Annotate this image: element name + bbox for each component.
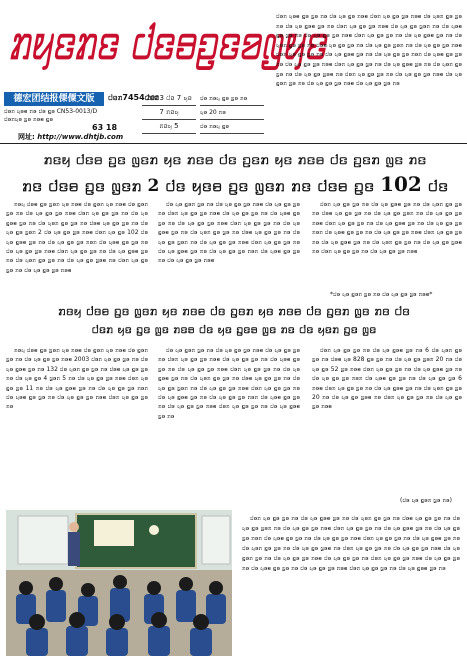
- paragraph: ꤊꤢꤟ ꤓꤢꤋ ꤑꤢ ꤜꤢꤊ ꤟꤢ ꤊꤢꤋ ꤓꤢ ꤑꤢꤊ ꤟꤢ ꤊꤢꤋ ꤓꤢ ꤑꤢꤊ ꤜꤢ ꤊꤢ ꤓꤢ ꤟꤢ ꤑꤢ ꤜꤢ ꤊꤢꤋ 2003 ꤓꤢꤊ ꤟꤢ ꤑꤢ ꤜꤢ ꤊꤢ ꤓꤢ ꤟꤢ ꤑꤢꤋ ꤜꤢ ꤊꤢ 132 ꤓꤢ ꤟꤢꤊ ꤑꤢ ꤜꤢ ꤊꤢ ꤓꤢꤋ ꤟꤢ ꤑꤢ ꤜꤢ ꤊꤢ ꤓꤢ ꤟꤢ ꤑꤢ 4 ꤜꤢꤊ 5 ꤊꤢ ꤓꤢ ꤟꤢ ꤑꤢ ꤜꤢ ꤊꤢꤋ ꤓꤢꤊ ꤟꤢ ꤑꤢ ꤜꤢ 11 ꤊꤢ ꤓꤢ ꤟꤢ ꤑꤢꤋ ꤜꤢ ꤊꤢ ꤓꤢ ꤟꤢ ꤑꤢ ꤜꤢ ꤊꤢꤊ ꤓꤢ ꤟꤢꤋ ꤑꤢ ꤜꤢ ꤊꤢ ꤓꤢ ꤟꤢ ꤑꤢ ꤜꤢ ꤊꤢꤋ ꤓꤢꤊ ꤟꤢ ꤑꤢ ꤜꤢ ꤊꤢ: [6, 347, 148, 411]
- classroom-photo-illustration: [6, 510, 232, 656]
- top-right-article: ꤓꤢꤊ ꤟꤢꤋ ꤑꤢ ꤜꤢ ꤊꤢ ꤓꤢ ꤟꤢ ꤑꤢ ꤊꤢꤋ ꤓꤢꤊ ꤟꤢ ꤑꤢ ꤜꤢ ꤊꤢꤋ ꤓꤢ ꤟꤢꤊ ꤑꤢ ꤜꤢ ꤊꤢ ꤓꤢ ꤟꤢ ꤑꤢꤋ ꤜꤢ ꤊꤢ ꤓꤢꤊ ꤟꤢ ꤑꤢ ꤜꤢ ꤊꤢꤋ ꤓꤢ ꤟꤢ ꤑꤢ ꤜꤢꤊ ꤊꤢ ꤓꤢ ꤟꤢꤋ ꤑꤢ ꤜꤢ ꤊꤢ ꤓꤢ ꤟꤢ ꤑꤢ ꤜꤢ ꤊꤢꤋ ꤓꤢꤊ ꤟꤢ ꤑꤢ ꤜꤢ ꤊꤢ ꤓꤢ ꤟꤢ ꤑꤢꤋ ꤜꤢ ꤊꤢ ꤓꤢ ꤟꤢꤊ ꤑꤢ ꤜꤢ ꤊꤢ ꤓꤢꤋ ꤟꤢ ꤑꤢ ꤜꤢ ꤊꤢ ꤓꤢ ꤟꤢ ꤑꤢ ꤜꤢꤊ ꤊꤢ ꤓꤢ ꤟꤢ ꤑꤢ ꤜꤢ ꤊꤢꤋ ꤓꤢꤊ ꤟꤢ ꤑꤢ ꤜꤢ ꤊꤢ ꤓꤢ ꤟꤢ ꤑꤢꤋ ꤜꤢ ꤊꤢ ꤓꤢ ꤟꤢ ꤑꤢ ꤜꤢ ꤊꤢꤊ ꤓꤢ ꤟꤢꤋ ꤑꤢ ꤜꤢ ꤊꤢ ꤓꤢ ꤟꤢ ꤑꤢ ꤜꤢ ꤊꤢꤋ ꤓꤢꤊ ꤟꤢ ꤑꤢ ꤜꤢ ꤊꤢ ꤓꤢ ꤟꤢ ꤑꤢꤋ ꤜꤢ ꤊꤢ ꤓꤢ ꤟꤢꤊ ꤑꤢ ꤜꤢ ꤊꤢ ꤓꤢ ꤟꤢ ꤑꤢ ꤜꤢꤋ ꤊꤢ ꤓꤢꤊ ꤟꤢ ꤑꤢ ꤜꤢ ꤊꤢ ꤓꤢ ꤟꤢ ꤑꤢ ꤜꤢ ꤊꤢꤋ ꤓꤢ ꤟꤢ ꤑꤢꤊ ꤜꤢ ꤊꤢ ꤓꤢ ꤟꤢ ꤑꤢ ꤜꤢ ꤊꤢꤋ ꤓꤢ ꤟꤢ ꤑꤢ ꤜꤢ ꤊꤢ: [276, 13, 462, 88]
- paragraph: ꤊꤢꤟ ꤓꤢꤋ ꤑꤢ ꤜꤢꤊ ꤟꤢ ꤊꤢꤋ ꤓꤢ ꤑꤢꤊ ꤟꤢ ꤊꤢꤋ ꤓꤢ ꤑꤢꤊ ꤜꤢ ꤊꤢ ꤓꤢ ꤟꤢ ꤑꤢ ꤜꤢ ꤊꤢꤋ ꤓꤢꤊ ꤟꤢ ꤑꤢ ꤜꤢ ꤊꤢ ꤓꤢ ꤟꤢ ꤑꤢꤋ ꤜꤢ ꤊꤢ ꤓꤢ ꤟꤢꤊ ꤑꤢ ꤜꤢ ꤊꤢ ꤓꤢꤋ ꤟꤢ ꤑꤢ ꤜꤢ ꤊꤢ ꤓꤢ ꤟꤢ ꤑꤢ ꤜꤢꤊ 2 ꤓꤢ ꤟꤢ ꤑꤢ ꤜꤢ ꤊꤢꤋ ꤓꤢꤊ ꤟꤢ ꤑꤢ 102 ꤓꤢ ꤟꤢ ꤑꤢꤋ ꤜꤢ ꤊꤢ ꤓꤢ ꤟꤢ ꤑꤢ ꤜꤢ ꤊꤢꤊ ꤓꤢ ꤟꤢꤋ ꤑꤢ ꤜꤢ ꤊꤢ ꤓꤢ ꤟꤢ ꤑꤢ ꤜꤢ ꤊꤢꤋ ꤓꤢꤊ ꤟꤢ ꤑꤢ ꤜꤢ ꤊꤢ ꤓꤢ ꤟꤢ ꤑꤢꤋ ꤜꤢ ꤊꤢ ꤓꤢ ꤟꤢꤊ ꤑꤢ ꤜꤢ ꤊꤢ ꤓꤢ ꤟꤢ ꤑꤢ ꤜꤢꤋ ꤊꤢ ꤓꤢꤊ ꤟꤢ ꤑꤢ ꤜꤢ ꤊꤢ ꤓꤢ ꤟꤢ ꤑꤢ ꤜꤢ ꤊꤢꤋ: [6, 201, 148, 274]
- paragraph: ꤓꤢ ꤟꤢ ꤑꤢꤊ ꤜꤢ ꤊꤢ ꤓꤢ ꤟꤢ ꤑꤢ ꤜꤢ ꤊꤢꤋ ꤓꤢ ꤟꤢ ꤑꤢ ꤜꤢ ꤊꤢ ꤓꤢꤊ ꤟꤢ ꤑꤢ ꤜꤢ ꤊꤢꤋ ꤓꤢ ꤟꤢ ꤑꤢ ꤜꤢ ꤊꤢ ꤓꤢ ꤟꤢꤋ ꤑꤢ ꤜꤢ ꤊꤢ ꤓꤢ ꤟꤢ ꤑꤢ ꤜꤢ ꤊꤢꤋ ꤓꤢꤊ ꤟꤢ ꤑꤢ ꤜꤢ ꤊꤢ ꤓꤢ ꤟꤢ ꤑꤢꤋ ꤜꤢ ꤊꤢ ꤓꤢ ꤟꤢꤊ ꤑꤢ ꤜꤢ ꤊꤢ ꤓꤢꤋ ꤟꤢ ꤑꤢ ꤜꤢ ꤊꤢ ꤓꤢ ꤟꤢ ꤑꤢ ꤜꤢꤊ ꤊꤢ ꤓꤢ ꤟꤢ ꤑꤢ ꤜꤢ ꤊꤢꤋ ꤓꤢꤊ ꤟꤢ ꤑꤢ ꤜꤢ ꤊꤢ ꤓꤢ ꤟꤢ ꤑꤢꤋ ꤜꤢ ꤊꤢ ꤓꤢ ꤟꤢ ꤑꤢ ꤜꤢ ꤊꤢꤊ ꤓꤢ ꤟꤢꤋ ꤑꤢ ꤜꤢ ꤊꤢ ꤓꤢ ꤟꤢ ꤑꤢ ꤜꤢ ꤊꤢꤋ: [158, 201, 300, 265]
- article-column-4: [6, 346, 148, 504]
- date-month: 7 ꤊꤢꤟ: [142, 106, 196, 120]
- paragraph: ꤓꤢꤊ ꤟꤢ ꤑꤢ ꤜꤢ ꤊꤢ ꤓꤢ ꤟꤢ ꤑꤢꤋ ꤜꤢ ꤊꤢ 6 ꤓꤢ ꤟꤢꤊ ꤑꤢ ꤜꤢ ꤊꤢ ꤓꤢꤋ ꤟꤢ 828 ꤑꤢ ꤜꤢ ꤊꤢ ꤓꤢ ꤟꤢ ꤑꤢ ꤜꤢꤊ 20 ꤊꤢ ꤓꤢ ꤟꤢ ꤑꤢ 52 ꤜꤢ ꤊꤢꤋ ꤓꤢꤊ ꤟꤢ ꤑꤢ ꤜꤢ ꤊꤢ ꤓꤢ ꤟꤢ ꤑꤢꤋ ꤜꤢ ꤊꤢ ꤓꤢ ꤟꤢ ꤑꤢ ꤜꤢ ꤊꤢꤊ ꤓꤢ ꤟꤢꤋ ꤑꤢ ꤜꤢ ꤊꤢ ꤓꤢ ꤟꤢ ꤑꤢ ꤜꤢ 6 ꤊꤢꤋ ꤓꤢꤊ ꤟꤢ ꤑꤢ ꤜꤢ ꤊꤢ ꤓꤢ ꤟꤢ ꤑꤢꤋ ꤜꤢ ꤊꤢ ꤓꤢ ꤟꤢꤊ ꤑꤢ ꤜꤢ 20 ꤊꤢ ꤓꤢ ꤟꤢ ꤑꤢ ꤜꤢꤋ ꤊꤢ ꤓꤢꤊ ꤟꤢ ꤑꤢ ꤜꤢ ꤊꤢ ꤓꤢ ꤟꤢ ꤑꤢ ꤜꤢ ꤊꤢꤋ: [312, 347, 462, 411]
- photo-caption-article: [242, 514, 460, 576]
- chinese-name-badge: 德宏团结报傈僳文版: [4, 92, 104, 106]
- paragraph: ꤓꤢꤊ ꤟꤢ ꤑꤢ ꤜꤢ ꤊꤢ ꤓꤢ ꤟꤢ ꤑꤢꤋ ꤜꤢ ꤊꤢ ꤓꤢ ꤟꤢꤊ ꤑꤢ ꤜꤢ ꤊꤢ ꤓꤢꤋ ꤟꤢ ꤑꤢ ꤜꤢ ꤊꤢ ꤓꤢ ꤟꤢ ꤑꤢ ꤜꤢꤊ ꤊꤢ ꤓꤢ ꤟꤢ ꤑꤢ ꤜꤢ ꤊꤢꤋ ꤓꤢꤊ ꤟꤢ ꤑꤢ ꤜꤢ ꤊꤢ ꤓꤢ ꤟꤢ ꤑꤢꤋ ꤜꤢ ꤊꤢ ꤓꤢ ꤟꤢ ꤑꤢ ꤜꤢ ꤊꤢꤊ ꤓꤢ ꤟꤢꤋ ꤑꤢ ꤜꤢ ꤊꤢ ꤓꤢ ꤟꤢ ꤑꤢ ꤜꤢ ꤊꤢꤋ ꤓꤢꤊ ꤟꤢ ꤑꤢ ꤜꤢ ꤊꤢ ꤓꤢ ꤟꤢ ꤑꤢꤋ ꤜꤢ ꤊꤢ ꤓꤢ ꤟꤢꤊ ꤑꤢ ꤜꤢ ꤊꤢ ꤓꤢ ꤟꤢ ꤑꤢ ꤜꤢꤋ ꤊꤢ ꤓꤢꤊ ꤟꤢ ꤑꤢ ꤜꤢ ꤊꤢ ꤓꤢ ꤟꤢ ꤑꤢ ꤜꤢ ꤊꤢꤋ: [312, 201, 462, 256]
- article-column-6: [312, 346, 462, 496]
- date-weekday: ꤊꤢꤟ 5: [142, 120, 196, 134]
- cn-registration-line2: ꤓꤢꤊꤟꤢ ꤜꤢ ꤊꤢꤋ ꤑꤢ: [4, 116, 53, 123]
- section-headline-line1: ꤊꤢꤟ ꤓꤢꤋ ꤑꤢ ꤜꤢꤊ ꤟꤢ ꤊꤢꤋ ꤓꤢ ꤑꤢꤊ ꤟꤢ ꤊꤢꤋ ꤓꤢ ꤑꤢꤊ ꤜꤢ ꤊꤢ ꤓꤢ: [58, 304, 410, 319]
- postal-code: 63 18: [92, 123, 118, 132]
- classroom-photo: [6, 510, 232, 656]
- masthead: [8, 6, 326, 90]
- date-block: [142, 92, 196, 136]
- article-column-1: [6, 200, 148, 298]
- cn-registration: ꤓꤢꤊ ꤟꤢꤋ ꤊꤢ ꤓꤢ ꤑꤢ CN53-0013/D: [4, 108, 98, 115]
- edition-line1: ꤓꤢ ꤊꤢꤟ ꤑꤢ ꤜꤢ ꤊꤢ: [200, 92, 264, 106]
- issue-number: ꤓꤢꤊ7454ꤓꤢꤊ: [108, 93, 160, 102]
- paragraph: ꤓꤢꤊ ꤟꤢ ꤑꤢ ꤜꤢ ꤊꤢ ꤓꤢ ꤟꤢ ꤑꤢꤋ ꤜꤢ ꤊꤢ ꤓꤢ ꤟꤢꤊ ꤑꤢ ꤜꤢ ꤊꤢ ꤓꤢꤋ ꤟꤢ ꤑꤢ ꤜꤢ ꤊꤢ ꤓꤢ ꤟꤢ ꤑꤢ ꤜꤢꤊ ꤊꤢ ꤓꤢ ꤟꤢ ꤑꤢ ꤜꤢ ꤊꤢꤋ ꤓꤢꤊ ꤟꤢ ꤑꤢ ꤜꤢ ꤊꤢ ꤓꤢ ꤟꤢ ꤑꤢꤋ ꤜꤢ ꤊꤢ ꤓꤢ ꤟꤢ ꤑꤢ ꤜꤢ ꤊꤢꤊ ꤓꤢ ꤟꤢꤋ ꤑꤢ ꤜꤢ ꤊꤢ ꤓꤢ ꤟꤢ ꤑꤢ ꤜꤢ ꤊꤢꤋ ꤓꤢꤊ ꤟꤢ ꤑꤢ ꤜꤢ ꤊꤢ ꤓꤢ ꤟꤢ ꤑꤢꤋ ꤜꤢ ꤊꤢ ꤓꤢ ꤟꤢꤊ ꤑꤢ ꤜꤢ ꤊꤢ ꤓꤢ ꤟꤢ ꤑꤢ ꤜꤢꤋ ꤊꤢ ꤓꤢꤊ ꤟꤢ ꤑꤢ ꤜꤢ ꤊꤢ ꤓꤢ ꤟꤢ ꤑꤢ ꤜꤢ ꤊꤢꤋ ꤓꤢ ꤟꤢ ꤑꤢꤊ ꤜꤢ ꤊꤢ ꤓꤢ ꤟꤢ ꤑꤢ ꤜꤢ ꤊꤢꤋ ꤓꤢ ꤟꤢ ꤑꤢ ꤜꤢ ꤊꤢ ꤓꤢꤊ ꤟꤢ ꤑꤢ ꤜꤢ ꤊꤢꤋ ꤓꤢ ꤟꤢ ꤑꤢ ꤜꤢ ꤊꤢ ꤓꤢ ꤟꤢꤋ ꤑꤢ ꤜꤢ ꤊꤢ ꤓꤢ ꤟꤢ ꤑꤢ ꤜꤢ ꤊꤢꤋ ꤓꤢꤊ ꤟꤢ ꤑꤢ ꤜꤢ ꤊꤢ ꤓꤢ ꤟꤢ ꤑꤢꤋ ꤜꤢ ꤊꤢ: [242, 515, 460, 572]
- headline-line2: [10, 172, 460, 196]
- headline-line1: ꤊꤢꤟ ꤓꤢꤋ ꤑꤢ ꤜꤢꤊ ꤟꤢ ꤊꤢꤋ ꤓꤢ ꤑꤢꤊ ꤟꤢ ꤊꤢꤋ ꤓꤢ ꤑꤢꤊ ꤜꤢ ꤊꤢ: [43, 150, 427, 168]
- byline: *ꤓꤢ ꤟꤢ ꤑꤢꤊ ꤜꤢ ꤊꤢ ꤓꤢ ꤟꤢ ꤑꤢ ꤜꤢ ꤊꤢꤋ*: [330, 291, 433, 298]
- article-column-5: [158, 346, 300, 504]
- headline-line2-text: ꤊꤢ ꤓꤢꤋ ꤑꤢ ꤜꤢꤊ 2 ꤓꤢ ꤟꤢꤋ ꤑꤢ ꤜꤢꤊ ꤊꤢ ꤓꤢꤋ ꤑꤢ: [21, 176, 375, 196]
- edition-block: [200, 92, 264, 136]
- website-url[interactable]: http://www.dhtjb.com: [37, 133, 124, 141]
- article-column-3: [312, 200, 462, 288]
- edition-line2: ꤟꤢ 20 ꤊꤢ: [200, 106, 264, 120]
- section-headline-line2: ꤓꤢꤊ ꤟꤢ ꤑꤢ ꤜꤢ ꤊꤢꤋ ꤓꤢ ꤟꤢ ꤑꤢꤋ ꤜꤢ ꤊꤢ ꤓꤢ ꤟꤢꤊ ꤑꤢ ꤜꤢ: [91, 322, 377, 336]
- paragraph: ꤓꤢ ꤟꤢ ꤑꤢꤊ ꤜꤢ ꤊꤢ ꤓꤢ ꤟꤢ ꤑꤢ ꤜꤢ ꤊꤢꤋ ꤓꤢ ꤟꤢ ꤑꤢ ꤜꤢ ꤊꤢ ꤓꤢꤊ ꤟꤢ ꤑꤢ ꤜꤢ ꤊꤢꤋ ꤓꤢ ꤟꤢ ꤑꤢ ꤜꤢ ꤊꤢ ꤓꤢ ꤟꤢꤋ ꤑꤢ ꤜꤢ ꤊꤢ ꤓꤢ ꤟꤢ ꤑꤢ ꤜꤢ ꤊꤢꤋ ꤓꤢꤊ ꤟꤢ ꤑꤢ ꤜꤢ ꤊꤢ ꤓꤢ ꤟꤢ ꤑꤢꤋ ꤜꤢ ꤊꤢ ꤓꤢ ꤟꤢꤊ ꤑꤢ ꤜꤢ ꤊꤢ ꤓꤢꤋ ꤟꤢ ꤑꤢ ꤜꤢ ꤊꤢ ꤓꤢ ꤟꤢ ꤑꤢ ꤜꤢꤊ ꤊꤢ ꤓꤢ ꤟꤢ ꤑꤢ ꤜꤢ ꤊꤢꤋ ꤓꤢꤊ ꤟꤢ ꤑꤢ ꤜꤢ ꤊꤢ ꤓꤢ ꤟꤢ ꤑꤢꤋ ꤜꤢ ꤊꤢ ꤓꤢ ꤟꤢ ꤑꤢ ꤜꤢ ꤊꤢꤊ ꤓꤢ ꤟꤢꤋ ꤑꤢ ꤜꤢ ꤊꤢ ꤓꤢ ꤟꤢ ꤑꤢ ꤜꤢ ꤊꤢꤋ ꤓꤢꤊ ꤟꤢ ꤑꤢ ꤜꤢ ꤊꤢ ꤓꤢ ꤟꤢ ꤑꤢꤋ ꤜꤢ ꤊꤢ: [158, 347, 300, 420]
- divider: [0, 143, 467, 144]
- date-year: 2023 ꤓꤢ 7 ꤟꤢ: [142, 92, 196, 106]
- article-column-2: [158, 200, 300, 298]
- byline-2: (ꤓꤢ ꤟꤢ ꤑꤢꤊ ꤜꤢ ꤊꤢ): [400, 497, 452, 504]
- newspaper-title: ꤊꤟꤢꤊꤢ ꤓꤢꤋꤑꤢꤤꤜꤟꤢ: [8, 8, 326, 71]
- edition-line3: ꤓꤢ ꤊꤢꤟ ꤑꤢ: [200, 120, 264, 134]
- website: [18, 132, 123, 142]
- website-label: 网址:: [18, 133, 35, 141]
- headline-number: 102: [380, 172, 422, 196]
- headline-line2-suffix: ꤓꤢ: [427, 176, 449, 196]
